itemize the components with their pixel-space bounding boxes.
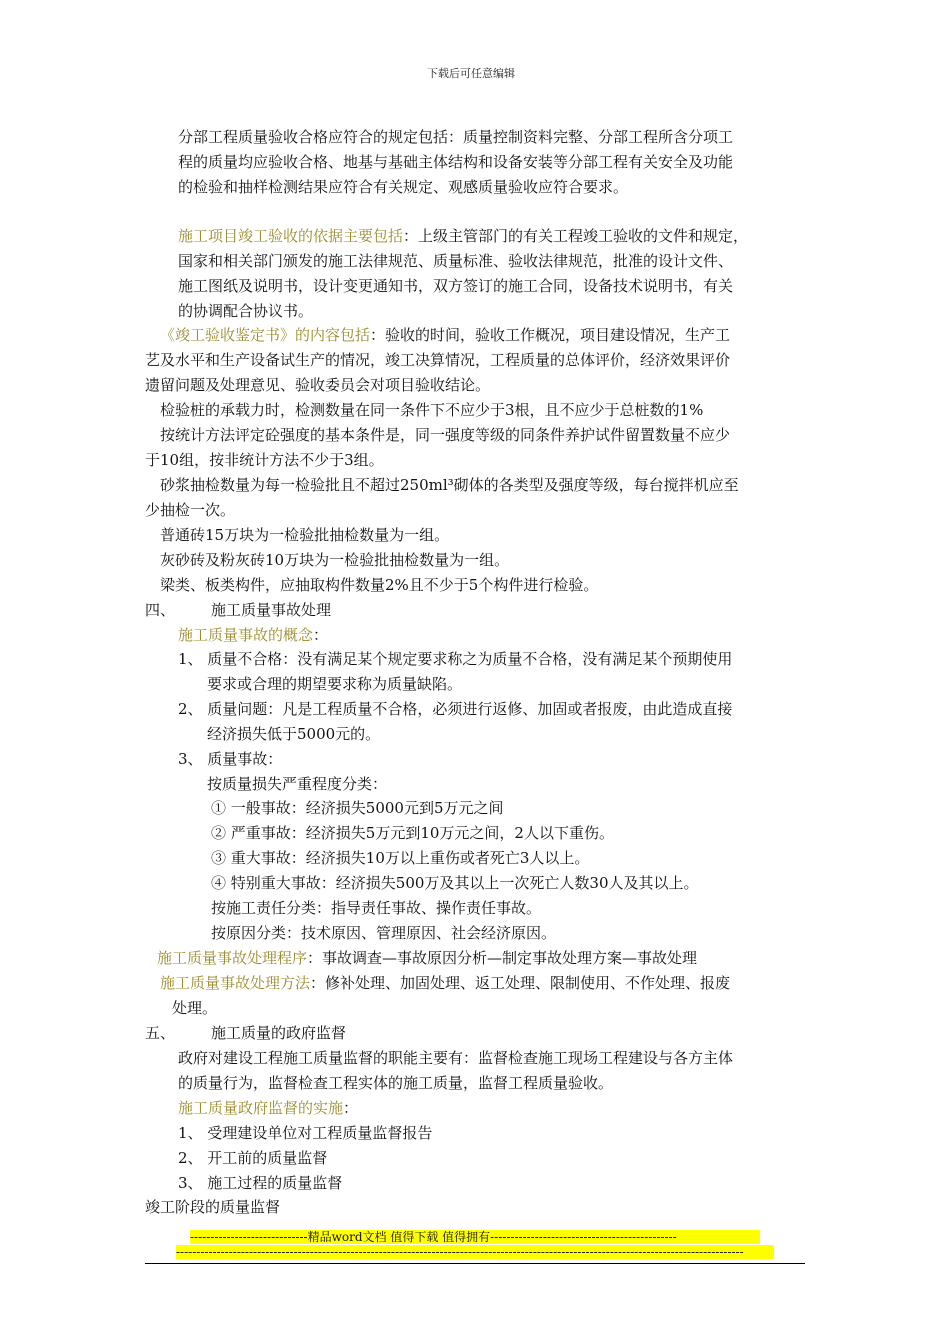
line-text: ③ 重大事故：经济损失10万以上重伤或者死亡3人以上。 <box>211 849 590 867</box>
line-text: 施工质量的政府监督 <box>211 1024 347 1042</box>
text-line <box>211 1026 346 1041</box>
highlight-term: 施工质量事故处理方法 <box>160 974 311 992</box>
text-line <box>160 428 730 443</box>
line-text: 3、 质量事故： <box>178 750 283 768</box>
text-line <box>211 826 614 841</box>
line-text: ： <box>343 1099 359 1117</box>
footer-dashes: -------------------------------------------------------------------------------------------------------------------------------------------- <box>176 1245 774 1259</box>
line-text: 按统计方法评定砼强度的基本条件是，同一强度等级的同条件养护试件留置数量不应少 <box>160 426 731 444</box>
line-text: 国家和相关部门颁发的施工法律规范、质量标准、验收法律规范，批准的设计文件、 <box>178 252 734 270</box>
line-text: ：事故调查—事故原因分析—制定事故处理方案—事故处理 <box>307 949 698 967</box>
text-line <box>145 1026 175 1041</box>
text-line <box>160 328 730 343</box>
text-line <box>145 453 384 468</box>
line-text: 少抽检一次。 <box>145 501 236 519</box>
line-text: 政府对建设工程施工质量监督的职能主要有：监督检查施工现场工程建设与各方主体 <box>178 1049 734 1067</box>
highlight-term: 《竣工验收鉴定书》的内容包括 <box>160 326 371 344</box>
text-line <box>160 553 509 568</box>
text-line <box>178 279 733 294</box>
text-line <box>145 503 235 518</box>
line-text: ：修补处理、加固处理、返工处理、限制使用、不作处理、报废 <box>310 974 731 992</box>
line-text: ：验收的时间，验收工作概况，项目建设情况，生产工 <box>370 326 731 344</box>
footer-banner: -----------------------------精品word文档 值得下载 值得拥有---------------------------------------------- <box>190 1230 760 1244</box>
line-text: 艺及水平和生产设备试生产的情况，竣工决算情况，工程质量的总体评价，经济效果评价 <box>145 351 731 369</box>
line-text: 遗留问题及处理意见、验收委员会对项目验收结论。 <box>145 376 491 394</box>
text-line <box>207 777 387 792</box>
text-line <box>178 752 282 767</box>
text-line <box>178 652 732 667</box>
line-text: 按施工责任分类：指导责任事故、操作责任事故。 <box>211 899 542 917</box>
text-line <box>178 229 748 244</box>
line-text: 的检验和抽样检测结果应符合有关规定、观感质量验收应符合要求。 <box>178 178 629 196</box>
line-text: 3、 施工过程的质量监督 <box>178 1174 343 1192</box>
text-line <box>178 628 328 643</box>
text-line <box>178 1176 342 1191</box>
line-text: 经济损失低于5000元的。 <box>207 725 381 743</box>
text-line <box>157 951 697 966</box>
text-line <box>211 851 589 866</box>
line-text: ② 严重事故：经济损失5万元到10万元之间，2人以下重伤。 <box>211 824 614 842</box>
line-text: 施工质量事故处理 <box>211 601 332 619</box>
line-text: 1、 质量不合格：没有满足某个规定要求称之为质量不合格，没有满足某个预期使用 <box>178 650 733 668</box>
line-text: 的质量行为，监督检查工程实体的施工质量，监督工程质量验收。 <box>178 1074 614 1092</box>
text-line <box>160 976 730 991</box>
footer-rule <box>145 1263 805 1264</box>
page-header: 下载后可任意编辑 <box>427 67 515 80</box>
highlight-term: 施工项目竣工验收的依据主要包括 <box>178 227 404 245</box>
line-text: 分部工程质量验收合格应符合的规定包括：质量控制资料完整、分部工程所含分项工 <box>178 128 734 146</box>
text-line <box>178 254 733 269</box>
line-text: 1、 受理建设单位对工程质量监督报告 <box>178 1124 433 1142</box>
text-line <box>145 353 730 368</box>
text-line <box>160 578 598 593</box>
line-text: 检验桩的承载力时，检测数量在同一条件下不应少于3根，且不应少于总桩数的1% <box>160 401 704 419</box>
line-text: 五、 <box>145 1024 176 1042</box>
text-line <box>178 1076 613 1091</box>
line-text: 于10组，按非统计方法不少于3组。 <box>145 451 384 469</box>
line-text: 施工图纸及说明书，设计变更通知书，双方签订的施工合同，设备技术说明书，有关 <box>178 277 734 295</box>
line-text: 2、 质量问题：凡是工程质量不合格，必须进行返修、加固或者报废，由此造成直接 <box>178 700 733 718</box>
text-line <box>178 130 733 145</box>
line-text: ① 一般事故：经济损失5000元到5万元之间 <box>211 799 504 817</box>
line-text: 程的质量均应验收合格、地基与基础主体结构和设备安装等分部工程有关安全及功能 <box>178 153 734 171</box>
line-text: 的协调配合协议书。 <box>178 302 314 320</box>
text-line <box>211 926 556 941</box>
text-line <box>211 603 331 618</box>
text-line <box>172 1001 217 1016</box>
line-text: 按质量损失严重程度分类： <box>207 775 388 793</box>
highlight-term: 施工质量事故的概念 <box>178 626 314 644</box>
line-text: 砂浆抽检数量为每一检验批且不超过250ml³砌体的各类型及强度等级，每台搅拌机应至 <box>160 476 739 494</box>
line-text: 2、 开工前的质量监督 <box>178 1149 328 1167</box>
line-text: 梁类、板类构件，应抽取构件数量2%且不少于5个构件进行检验。 <box>160 576 599 594</box>
text-line <box>178 1151 327 1166</box>
text-line <box>207 677 462 692</box>
line-text: 要求或合理的期望要求称为质量缺陷。 <box>207 675 463 693</box>
line-text: 四、 <box>145 601 176 619</box>
text-line <box>178 1126 432 1141</box>
text-line <box>145 378 490 393</box>
text-line <box>145 1200 280 1215</box>
line-text: ： <box>313 626 329 644</box>
text-line <box>160 528 449 543</box>
highlight-term: 施工质量事故处理程序 <box>157 949 308 967</box>
line-text: 竣工阶段的质量监督 <box>145 1198 281 1216</box>
text-line <box>178 180 628 195</box>
text-line <box>178 702 732 717</box>
text-line <box>178 1101 358 1116</box>
text-line <box>211 801 504 816</box>
line-text: 灰砂砖及粉灰砖10万块为一检验批抽检数量为一组。 <box>160 551 510 569</box>
line-text: 普通砖15万块为一检验批抽检数量为一组。 <box>160 526 450 544</box>
line-text: 按原因分类：技术原因、管理原因、社会经济原因。 <box>211 924 557 942</box>
text-line <box>211 901 541 916</box>
text-line <box>178 1051 733 1066</box>
text-line <box>145 603 175 618</box>
text-line <box>160 478 739 493</box>
text-line <box>207 727 380 742</box>
line-text: ：上级主管部门的有关工程竣工验收的文件和规定， <box>403 227 749 245</box>
line-text: ④ 特别重大事故：经济损失500万及其以上一次死亡人数30人及其以上。 <box>211 874 699 892</box>
text-line <box>178 155 733 170</box>
text-line <box>160 403 703 418</box>
text-line <box>211 876 699 891</box>
highlight-term: 施工质量政府监督的实施 <box>178 1099 344 1117</box>
text-line <box>178 304 313 319</box>
line-text: 处理。 <box>172 999 218 1017</box>
